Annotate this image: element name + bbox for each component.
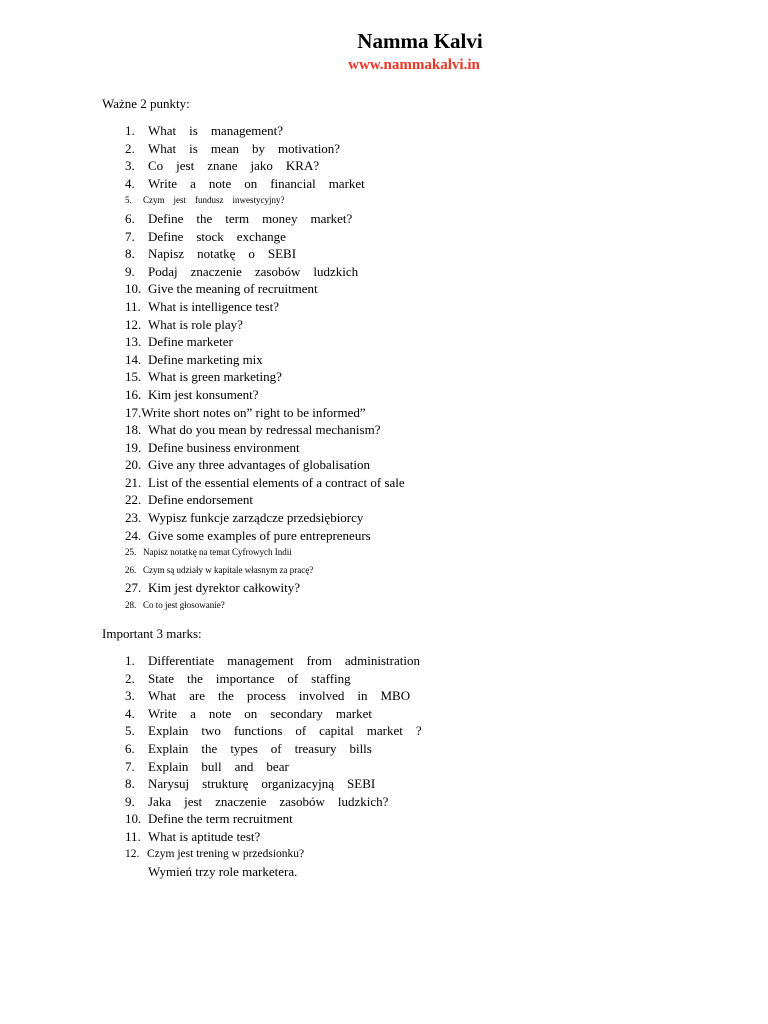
- item-number: 2.: [125, 140, 135, 156]
- item-text: Jaka jest znaczenie zasobów ludzkich?: [148, 793, 389, 809]
- site-url[interactable]: www.nammakalvi.in: [348, 57, 480, 73]
- item-text: Czym są udziały w kapitale własnym za pracę?: [143, 564, 314, 575]
- item-number: 6.: [125, 740, 135, 756]
- list-item: [125, 846, 422, 864]
- item-number: 25.: [125, 547, 137, 558]
- list-item: [125, 579, 405, 597]
- list-item: [125, 210, 405, 228]
- item-text: Explain the types of treasury bills: [148, 740, 372, 756]
- list-item: [125, 562, 405, 580]
- item-number: 2.: [125, 670, 135, 686]
- list-item: [125, 298, 405, 316]
- item-text: Define endorsement: [148, 492, 254, 508]
- list-item: [125, 192, 405, 210]
- list-item: [125, 175, 405, 193]
- item-text: Define marketing mix: [148, 351, 263, 367]
- item-number: 15.: [125, 369, 142, 385]
- item-text: What is management?: [148, 123, 284, 138]
- question-list-2-marks: [125, 122, 405, 615]
- item-text: Podaj znaczenie zasobów ludzkich: [148, 263, 359, 279]
- list-item: [125, 122, 405, 140]
- list-item: [125, 652, 422, 670]
- item-number: 4.: [125, 705, 135, 721]
- list-item: [125, 722, 422, 740]
- item-text: Define business environment: [148, 439, 300, 455]
- list-item: [125, 705, 422, 723]
- page-title: Namma Kalvi: [357, 29, 483, 53]
- list-item: [125, 828, 422, 846]
- item-text: What is role play?: [148, 316, 243, 332]
- item-text: Kim jest konsument?: [148, 386, 259, 402]
- list-item: [125, 863, 422, 881]
- item-number: 24.: [125, 527, 142, 543]
- item-text: What is green marketing?: [148, 369, 282, 385]
- item-text: What do you mean by redressal mechanism?: [148, 422, 381, 438]
- item-number: 8.: [125, 246, 135, 262]
- list-item: [125, 421, 405, 439]
- list-item: [125, 491, 405, 509]
- item-text: Co jest znane jako KRA?: [148, 158, 320, 174]
- item-number: 27.: [125, 580, 142, 596]
- item-number: 20.: [125, 457, 142, 473]
- item-number: 26.: [125, 564, 137, 575]
- item-text: Narysuj strukturę organizacyjną SEBI: [148, 776, 376, 792]
- item-text: Define the term money market?: [148, 210, 353, 226]
- list-item: [125, 157, 405, 175]
- item-text: Czym jest fundusz inwestycyjny?: [143, 195, 285, 206]
- item-text: Give some examples of pure entrepreneurs: [148, 527, 371, 543]
- item-text: Give any three advantages of globalisation: [148, 457, 371, 473]
- item-text: What is intelligence test?: [148, 298, 280, 314]
- item-number: 21.: [125, 474, 142, 490]
- item-number: 3.: [125, 158, 135, 174]
- list-item: [125, 351, 405, 369]
- item-number: 8.: [125, 776, 135, 792]
- item-number: 9.: [125, 263, 135, 279]
- list-item: [125, 368, 405, 386]
- item-text: Write a note on financial market: [148, 175, 365, 191]
- item-number: 22.: [125, 492, 142, 508]
- item-text: Differentiate management from administration: [148, 653, 420, 668]
- item-text: Napisz notatkę o SEBI: [148, 246, 297, 262]
- item-number: 13.: [125, 334, 142, 350]
- item-text: Explain two functions of capital market ?: [148, 723, 422, 739]
- item-number: 10.: [125, 811, 142, 827]
- item-number: 1.: [125, 653, 135, 668]
- list-item: [125, 245, 405, 263]
- item-text: Co to jest głosowanie?: [143, 600, 225, 611]
- list-item: [125, 404, 405, 422]
- item-number: 5.: [125, 723, 135, 739]
- list-item: [125, 509, 405, 527]
- item-text: Wymień trzy role marketera.: [148, 864, 298, 880]
- list-item: [125, 280, 405, 298]
- item-number: 11.: [125, 298, 141, 314]
- list-item: [125, 456, 405, 474]
- item-number: 12.: [125, 316, 142, 332]
- list-item: [125, 758, 422, 776]
- list-item: [125, 597, 405, 615]
- item-number: 28.: [125, 600, 137, 611]
- item-number: 10.: [125, 281, 142, 297]
- item-text: Kim jest dyrektor całkowity?: [148, 580, 300, 596]
- item-number: 23.: [125, 510, 142, 526]
- list-item: [125, 333, 405, 351]
- list-item: [125, 527, 405, 545]
- list-item: [125, 263, 405, 281]
- item-text: Define stock exchange: [148, 228, 286, 244]
- list-item: [125, 474, 405, 492]
- item-number: 7.: [125, 228, 135, 244]
- list-item: [125, 740, 422, 758]
- question-list-3-marks: [125, 652, 422, 881]
- item-text: Explain bull and bear: [148, 758, 289, 774]
- list-item: [125, 140, 405, 158]
- item-text: State the importance of staffing: [148, 670, 351, 686]
- item-number: 16.: [125, 386, 142, 402]
- section-heading-3-marks: Important 3 marks:: [102, 626, 202, 641]
- list-item: [125, 687, 422, 705]
- list-item: [125, 316, 405, 334]
- item-text: What is mean by motivation?: [148, 140, 341, 156]
- item-number: 1.: [125, 123, 135, 138]
- section-heading-2-marks: Ważne 2 punkty:: [102, 96, 190, 111]
- item-number: 14.: [125, 351, 142, 367]
- item-text: Define marketer: [148, 334, 233, 350]
- list-item: [125, 544, 405, 562]
- item-text: Wypisz funkcje zarządcze przedsiębiorcy: [148, 510, 364, 526]
- item-text: Write a note on secondary market: [148, 705, 373, 721]
- list-item: [125, 793, 422, 811]
- item-text: Give the meaning of recruitment: [148, 281, 318, 297]
- item-number: 3.: [125, 688, 135, 704]
- item-number: 6.: [125, 210, 135, 226]
- item-number: 5.: [125, 195, 132, 206]
- item-text: What are the process involved in MBO: [148, 688, 411, 704]
- item-number: 19.: [125, 439, 142, 455]
- list-item: [125, 228, 405, 246]
- item-text: What is aptitude test?: [148, 828, 261, 844]
- list-item: [125, 439, 405, 457]
- item-number: 12.: [125, 847, 140, 860]
- item-number: 7.: [125, 758, 135, 774]
- item-number: 17.: [125, 404, 142, 420]
- list-item: [125, 775, 422, 793]
- item-text: List of the essential elements of a contract of sale: [148, 474, 405, 490]
- item-number: 9.: [125, 793, 135, 809]
- item-text: Czym jest trening w przedsionku?: [147, 847, 305, 860]
- item-number: 4.: [125, 175, 135, 191]
- item-number: 18.: [125, 422, 142, 438]
- item-text: Write short notes on” right to be informed”: [141, 404, 366, 420]
- item-number: 11.: [125, 828, 141, 844]
- item-text: Napisz notatkę na temat Cyfrowych Indii: [143, 547, 292, 558]
- list-item: [125, 810, 422, 828]
- list-item: [125, 386, 405, 404]
- list-item: [125, 670, 422, 688]
- item-text: Define the term recruitment: [148, 811, 293, 827]
